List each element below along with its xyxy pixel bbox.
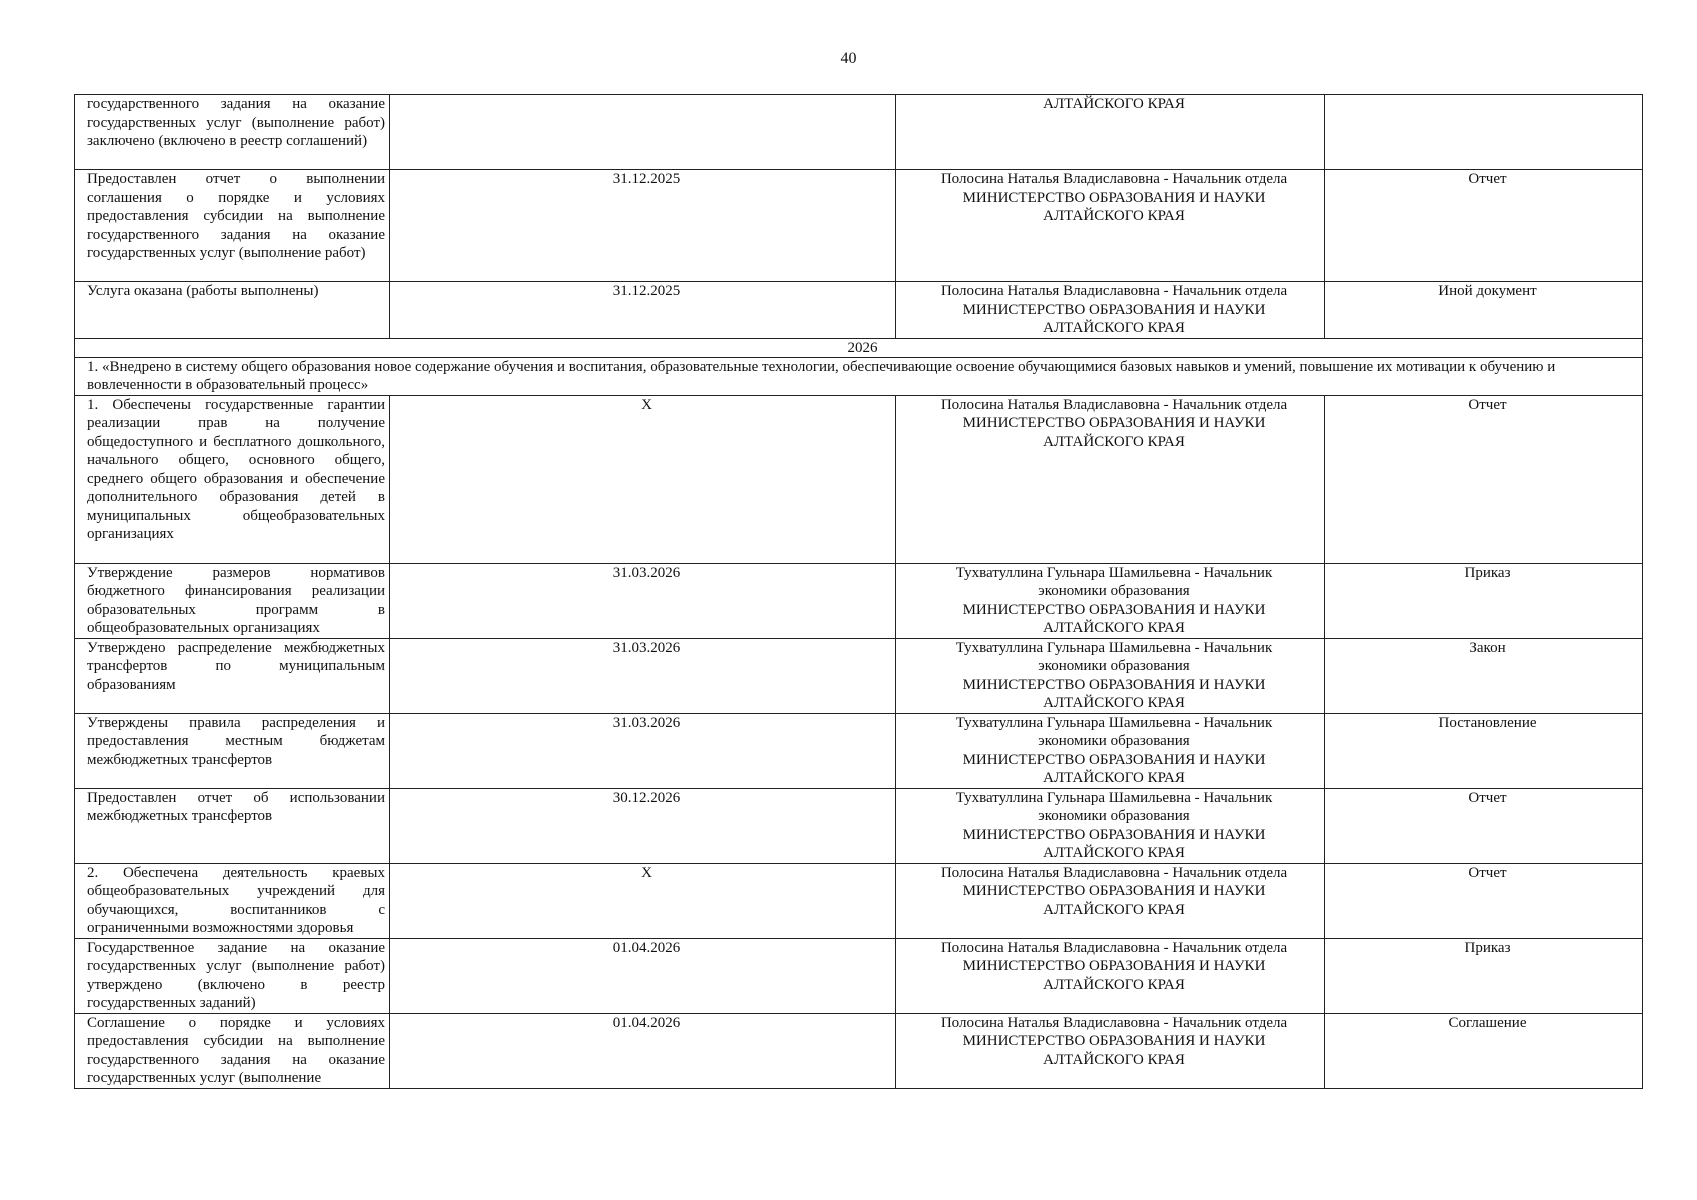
responsible-line: АЛТАЙСКОГО КРАЯ bbox=[1043, 901, 1185, 918]
event-description: 2. Обеспечена деятельность краевых общеобразовательных учреждений для обучающихся, воспитанников с ограниченными возможностями здоровья bbox=[75, 863, 390, 938]
responsible-line: Тухватуллина Гульнара Шамильевна - Начальник bbox=[955, 639, 1273, 656]
event-description: Утверждение размеров нормативов бюджетного финансирования реализации образовательных программ в общеобразовательных организациях bbox=[75, 563, 390, 638]
event-description: Утверждено распределение межбюджетных трансфертов по муниципальным образованиям bbox=[75, 638, 390, 713]
due-date: 31.03.2026 bbox=[390, 563, 896, 638]
responsible-line: АЛТАЙСКОГО КРАЯ bbox=[1043, 845, 1185, 861]
due-date: 01.04.2026 bbox=[390, 1013, 896, 1088]
responsible-line: Полосина Наталья Владиславовна - Начальник отдела bbox=[940, 283, 1288, 299]
responsible-person bbox=[896, 95, 1325, 170]
event-description: Услуга оказана (работы выполнены) bbox=[75, 282, 390, 339]
responsible-person bbox=[896, 863, 1325, 938]
due-date: 31.03.2026 bbox=[390, 638, 896, 713]
due-date bbox=[390, 95, 896, 170]
event-description: 1. Обеспечены государственные гарантии реализации прав на получение общедоступного и бесплатного дошкольного, начального общего, основного общего, среднего общего образования и обеспечение дополнительного образования детей в муниципальных общеобразовательных организациях bbox=[75, 395, 390, 563]
responsible-person bbox=[896, 563, 1325, 638]
responsible-line: МИНИСТЕРСТВО ОБРАЗОВАНИЯ И НАУКИ bbox=[962, 189, 1266, 206]
table-row bbox=[75, 170, 1643, 282]
plan-table bbox=[74, 94, 1643, 1089]
responsible-line: Полосина Наталья Владиславовна - Начальник отдела bbox=[940, 939, 1288, 956]
responsible-line: Полосина Наталья Владиславовна - Начальник отдела bbox=[940, 864, 1288, 881]
document-type: Постановление bbox=[1325, 713, 1643, 788]
responsible-line: Тухватуллина Гульнара Шамильевна - Начальник bbox=[955, 564, 1273, 581]
document-type: Отчет bbox=[1325, 395, 1643, 563]
responsible-person bbox=[896, 395, 1325, 563]
page-number: 40 bbox=[840, 50, 857, 67]
document-type: Соглашение bbox=[1325, 1013, 1643, 1088]
due-date: 30.12.2026 bbox=[390, 788, 896, 863]
document-type: Отчет bbox=[1325, 863, 1643, 938]
responsible-person bbox=[896, 282, 1325, 339]
responsible-person bbox=[896, 1013, 1325, 1088]
responsible-person bbox=[896, 638, 1325, 713]
document-type: Приказ bbox=[1325, 938, 1643, 1013]
responsible-line: МИНИСТЕРСТВО ОБРАЗОВАНИЯ И НАУКИ bbox=[962, 883, 1266, 899]
responsible-line: АЛТАЙСКОГО КРАЯ bbox=[1043, 433, 1185, 450]
table-row bbox=[75, 395, 1643, 563]
due-date: 31.03.2026 bbox=[390, 713, 896, 788]
document-type: Приказ bbox=[1325, 563, 1643, 638]
table-row bbox=[75, 95, 1643, 170]
responsible-line: Полосина Наталья Владиславовна - Начальник отдела bbox=[940, 1014, 1288, 1031]
event-description: Предоставлен отчет о выполнении соглашения о порядке и условиях предоставления субсидии на выполнение государственного задания на оказание государственных услуг (выполнение работ) bbox=[75, 170, 390, 282]
goal-row bbox=[75, 357, 1643, 395]
table-row bbox=[75, 788, 1643, 863]
responsible-line: Полосина Наталья Владиславовна - Начальник отдела bbox=[940, 396, 1288, 413]
responsible-line: АЛТАЙСКОГО КРАЯ bbox=[1043, 1051, 1185, 1068]
responsible-line: экономики образования bbox=[1038, 583, 1190, 599]
responsible-line: АЛТАЙСКОГО КРАЯ bbox=[1043, 620, 1185, 636]
responsible-person bbox=[896, 170, 1325, 282]
due-date: X bbox=[390, 395, 896, 563]
due-date: 31.12.2025 bbox=[390, 282, 896, 339]
document-type: Иной документ bbox=[1325, 282, 1643, 339]
due-date: 31.12.2025 bbox=[390, 170, 896, 282]
responsible-person bbox=[896, 938, 1325, 1013]
table-row bbox=[75, 638, 1643, 713]
event-description: Государственное задание на оказание государственных услуг (выполнение работ) утверждено (включено в реестр государственных заданий) bbox=[75, 938, 390, 1013]
goal-text: 1. «Внедрено в систему общего образования новое содержание обучения и воспитания, образовательные технологии, обеспечивающие освоение обучающимися базовых навыков и умений, повышение их мотивации к обучению и вовлеченности в образовательный процесс» bbox=[75, 357, 1643, 395]
due-date: 01.04.2026 bbox=[390, 938, 896, 1013]
table-row bbox=[75, 563, 1643, 638]
responsible-line: МИНИСТЕРСТВО ОБРАЗОВАНИЯ И НАУКИ bbox=[962, 826, 1266, 843]
due-date: X bbox=[390, 863, 896, 938]
responsible-person bbox=[896, 713, 1325, 788]
responsible-line: МИНИСТЕРСТВО ОБРАЗОВАНИЯ И НАУКИ bbox=[962, 1033, 1266, 1049]
table-row bbox=[75, 713, 1643, 788]
event-description: Предоставлен отчет об использовании межбюджетных трансфертов bbox=[75, 788, 390, 863]
responsible-line: экономики образования bbox=[1038, 658, 1190, 674]
responsible-line: АЛТАЙСКОГО КРАЯ bbox=[1043, 770, 1185, 786]
year-heading: 2026 bbox=[75, 338, 1643, 357]
document-type bbox=[1325, 95, 1643, 170]
year-row bbox=[75, 338, 1643, 357]
responsible-line: МИНИСТЕРСТВО ОБРАЗОВАНИЯ И НАУКИ bbox=[962, 958, 1266, 974]
responsible-line: экономики образования bbox=[1038, 733, 1190, 749]
document-type: Закон bbox=[1325, 638, 1643, 713]
document-type: Отчет bbox=[1325, 788, 1643, 863]
table-row bbox=[75, 282, 1643, 339]
responsible-line: МИНИСТЕРСТВО ОБРАЗОВАНИЯ И НАУКИ bbox=[962, 415, 1266, 431]
responsible-line: Тухватуллина Гульнара Шамильевна - Начальник bbox=[955, 714, 1273, 731]
responsible-line: АЛТАЙСКОГО КРАЯ bbox=[1043, 208, 1185, 224]
table-row bbox=[75, 1013, 1643, 1088]
responsible-line: экономики образования bbox=[1038, 808, 1190, 824]
event-description: государственного задания на оказание государственных услуг (выполнение работ) заключено (включено в реестр соглашений) bbox=[75, 95, 390, 170]
document-type: Отчет bbox=[1325, 170, 1643, 282]
responsible-line: АЛТАЙСКОГО КРАЯ bbox=[1043, 976, 1185, 993]
event-description: Соглашение о порядке и условиях предоставления субсидии на выполнение государственного задания на оказание государственных услуг (выполнение bbox=[75, 1013, 390, 1088]
responsible-person bbox=[896, 788, 1325, 863]
responsible-line: МИНИСТЕРСТВО ОБРАЗОВАНИЯ И НАУКИ bbox=[962, 751, 1266, 768]
responsible-line: АЛТАЙСКОГО КРАЯ bbox=[1043, 695, 1185, 711]
table-row bbox=[75, 938, 1643, 1013]
responsible-line: АЛТАЙСКОГО КРАЯ bbox=[1043, 320, 1185, 336]
plan-table-body bbox=[75, 95, 1643, 1089]
responsible-line: Тухватуллина Гульнара Шамильевна - Начальник bbox=[955, 789, 1273, 806]
table-row bbox=[75, 863, 1643, 938]
responsible-line: АЛТАЙСКОГО КРАЯ bbox=[1043, 96, 1185, 112]
responsible-line: МИНИСТЕРСТВО ОБРАЗОВАНИЯ И НАУКИ bbox=[962, 601, 1266, 618]
responsible-line: МИНИСТЕРСТВО ОБРАЗОВАНИЯ И НАУКИ bbox=[962, 301, 1266, 318]
responsible-line: МИНИСТЕРСТВО ОБРАЗОВАНИЯ И НАУКИ bbox=[962, 676, 1266, 693]
responsible-line: Полосина Наталья Владиславовна - Начальник отдела bbox=[940, 171, 1288, 187]
event-description: Утверждены правила распределения и предоставления местным бюджетам межбюджетных трансфертов bbox=[75, 713, 390, 788]
